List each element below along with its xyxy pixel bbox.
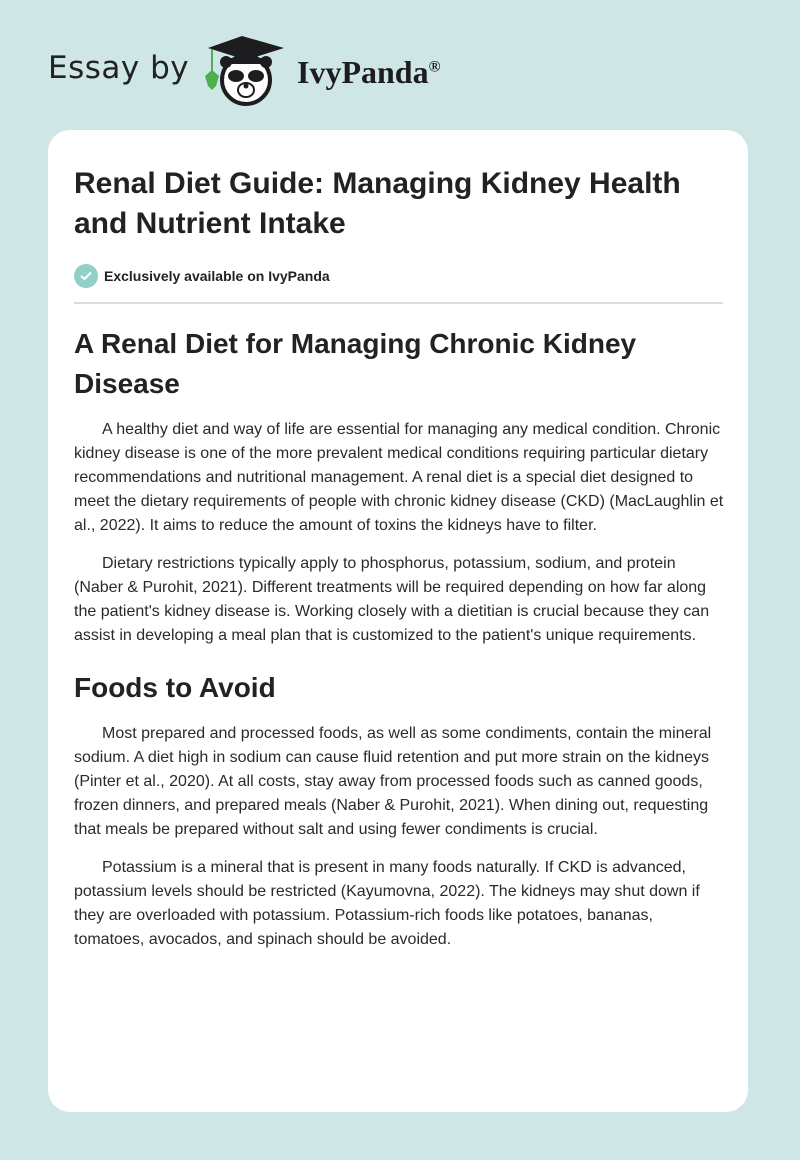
paragraph: A healthy diet and way of life are essential for managing any medical condition. Chronic kidney disease is one of the more prevalent medical conditions requiring particular dietary recommendations and nutritional management. A renal diet is a special diet designed to meet the dietary requirements of people with chronic kidney disease (CKD) (MacLaughlin et al., 2022). It aims to reduce the amount of toxins the kidneys have to filter. — [74, 421, 724, 534]
badge-text: Exclusively available on IvyPanda — [104, 268, 330, 284]
paragraph: Dietary restrictions typically apply to phosphorus, potassium, sodium, and protein (Naber & Purohit, 2021). Different treatments will be required depending on how far along the patient's kidney disease is. Working closely with a dietitian is crucial because they can assist in developing a meal plan that is customized to the patient's unique requirements. — [74, 555, 710, 644]
essay-by-label: Essay by — [48, 50, 190, 86]
brand-name — [297, 54, 441, 91]
essay-body — [74, 324, 726, 966]
site-header — [0, 20, 800, 120]
exclusive-badge — [74, 264, 330, 288]
check-icon — [74, 264, 98, 288]
paragraph: Potassium is a mineral that is present in many foods naturally. If CKD is advanced, potassium levels should be restricted (Kayumovna, 2022). The kidneys may shut down if they are overloaded with potassium. Potassium-rich foods like potatoes, bananas, tomatoes, avocados, and spinach should be avoided. — [74, 859, 700, 948]
paragraph: Most prepared and processed foods, as well as some condiments, contain the mineral sodium. A diet high in sodium can cause fluid retention and put more strain on the kidneys (Pinter et al., 2020). At all costs, stay away from processed foods such as canned goods, frozen dinners, and prepared meals (Naber & Purohit, 2021). When dining out, requesting that meals be prepared without salt and using fewer condiments is crucial. — [74, 725, 712, 838]
brand-text: IvyPanda — [297, 54, 429, 90]
divider — [74, 302, 723, 304]
essay-card — [48, 130, 748, 1112]
page-title: Renal Diet Guide: Managing Kidney Health and Nutrient Intake — [74, 167, 681, 240]
registered-mark: ® — [428, 58, 441, 76]
ivypanda-logo-icon[interactable] — [200, 36, 290, 108]
section-heading: A Renal Diet for Managing Chronic Kidney Disease — [74, 328, 637, 399]
section-heading: Foods to Avoid — [74, 672, 276, 703]
